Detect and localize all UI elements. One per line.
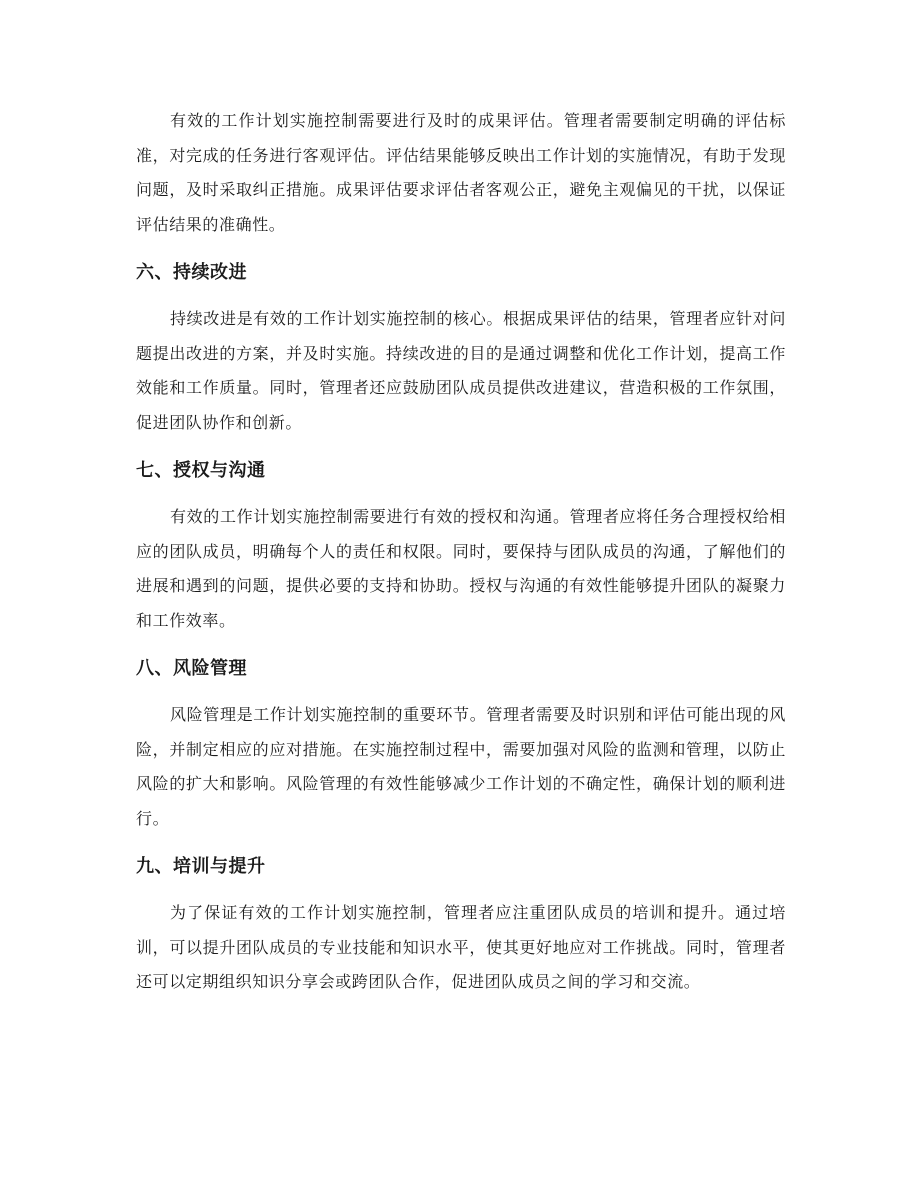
spacer xyxy=(136,488,786,500)
spacer xyxy=(136,242,786,256)
document-body xyxy=(136,104,786,1000)
spacer xyxy=(136,884,786,896)
spacer xyxy=(136,290,786,302)
paragraph-risk-management: 风险管理是工作计划实施控制的重要环节。管理者需要及时识别和评估可能出现的风险，并制定相应的应对措施。在实施控制过程中，需要加强对风险的监测和管理，以防止风险的扩大和影响。风险管理的有效性能够减少工作计划的不确定性，确保计划的顺利进行。 xyxy=(136,705,786,828)
section-heading-risk-management: 八、风险管理 xyxy=(136,658,247,679)
section-heading-training-improvement: 九、培训与提升 xyxy=(136,856,266,877)
paragraph-training-improvement: 为了保证有效的工作计划实施控制，管理者应注重团队成员的培训和提升。通过培训，可以提升团队成员的专业技能和知识水平，使其更好地应对工作挑战。同时，管理者还可以定期组织知识分享会或跨团队合作，促进团队成员之间的学习和交流。 xyxy=(136,903,786,991)
paragraph-continuous-improvement: 持续改进是有效的工作计划实施控制的核心。根据成果评估的结果，管理者应针对问题提出改进的方案，并及时实施。持续改进的目的是通过调整和优化工作计划，提高工作效能和工作质量。同时，管理者还应鼓励团队成员提供改进建议，营造积极的工作氛围，促进团队协作和创新。 xyxy=(136,309,786,432)
spacer xyxy=(136,836,786,850)
spacer xyxy=(136,686,786,698)
spacer xyxy=(136,638,786,652)
section-heading-continuous-improvement: 六、持续改进 xyxy=(136,262,247,283)
paragraph-authorization-communication: 有效的工作计划实施控制需要进行有效的授权和沟通。管理者应将任务合理授权给相应的团队成员，明确每个人的责任和权限。同时，要保持与团队成员的沟通，了解他们的进展和遇到的问题，提供必要的支持和协助。授权与沟通的有效性能够提升团队的凝聚力和工作效率。 xyxy=(136,507,786,630)
paragraph-result-evaluation: 有效的工作计划实施控制需要进行及时的成果评估。管理者需要制定明确的评估标准，对完成的任务进行客观评估。评估结果能够反映出工作计划的实施情况，有助于发现问题，及时采取纠正措施。成果评估要求评估者客观公正，避免主观偏见的干扰，以保证评估结果的准确性。 xyxy=(136,111,786,234)
section-heading-authorization-communication: 七、授权与沟通 xyxy=(136,460,266,481)
spacer xyxy=(136,440,786,454)
